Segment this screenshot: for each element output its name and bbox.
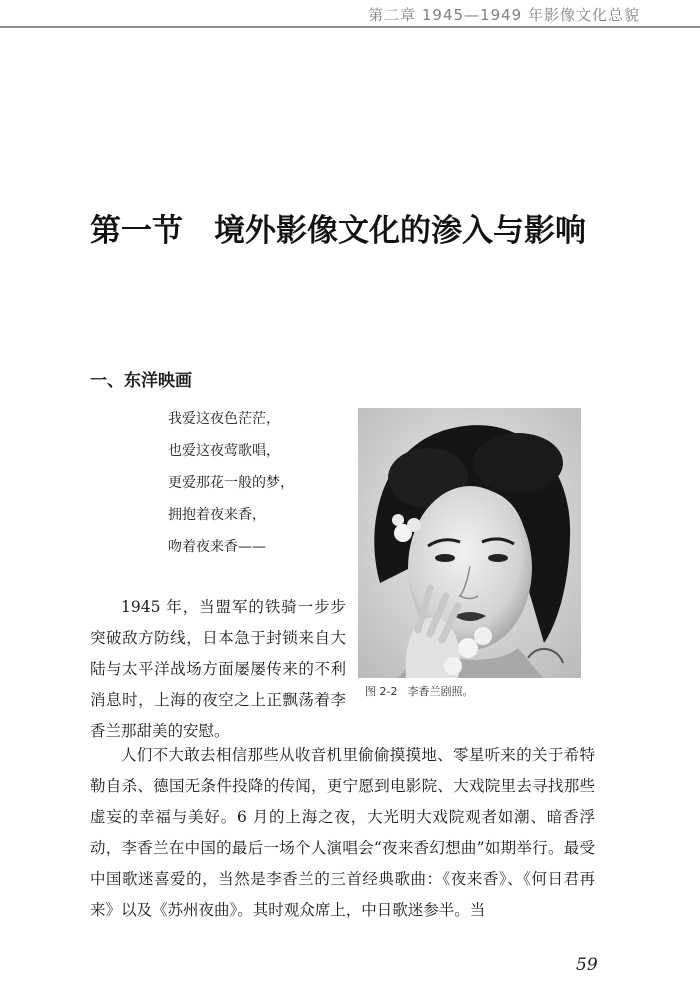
- running-header-title: 第二章 1945—1949 年影像文化总貌: [368, 6, 640, 24]
- figure-caption-text: 李香兰剧照。: [407, 685, 474, 698]
- poem-line: 更爱那花一般的梦，: [168, 475, 294, 491]
- body-paragraph-2: 人们不大敢去相信那些从收音机里偷偷摸摸地、零星听来的关于希特勒自杀、德国无条件投降的传闻，更宁愿到电影院、大戏院里去寻找那些虚妄的幸福与美好。6 月的上海之夜，大光明大戏院观者如潮、暗香浮动，李香兰在中国的最后一场个人演唱会“夜来香幻想曲”如期举行。最受中国歌迷喜爱的，当然是李香兰的三首经典歌曲：《夜来香》、《何日君再来》以及《苏州夜曲》。其时观众席上，中日歌迷参半。当: [90, 746, 595, 919]
- figure-number: 图 2-2: [365, 685, 398, 698]
- subsection-title: 一、东洋映画: [90, 371, 192, 391]
- poem-excerpt: [168, 403, 348, 563]
- poem-line: 也爱这夜莺歌唱，: [168, 443, 280, 459]
- section-title: 第一节 境外影像文化的渗入与影响: [90, 213, 586, 249]
- body-paragraph-1: 1945 年，当盟军的铁骑一步步突破敌方防线，日本急于封锁来自大陆与太平洋战场方面屡屡传来的不利消息时，上海的夜空之上正飘荡着李香兰那甜美的安慰。: [90, 598, 346, 740]
- running-header: [0, 0, 700, 26]
- figure-caption: [365, 683, 473, 699]
- header-rule: [0, 26, 700, 28]
- page-number: 59: [576, 955, 598, 975]
- portrait-photo: [358, 408, 581, 678]
- poem-line: 我爱这夜色茫茫，: [168, 411, 280, 427]
- poem-line: 拥抱着夜来香，: [168, 507, 266, 523]
- poem-line: 吻着夜来香——: [168, 539, 266, 555]
